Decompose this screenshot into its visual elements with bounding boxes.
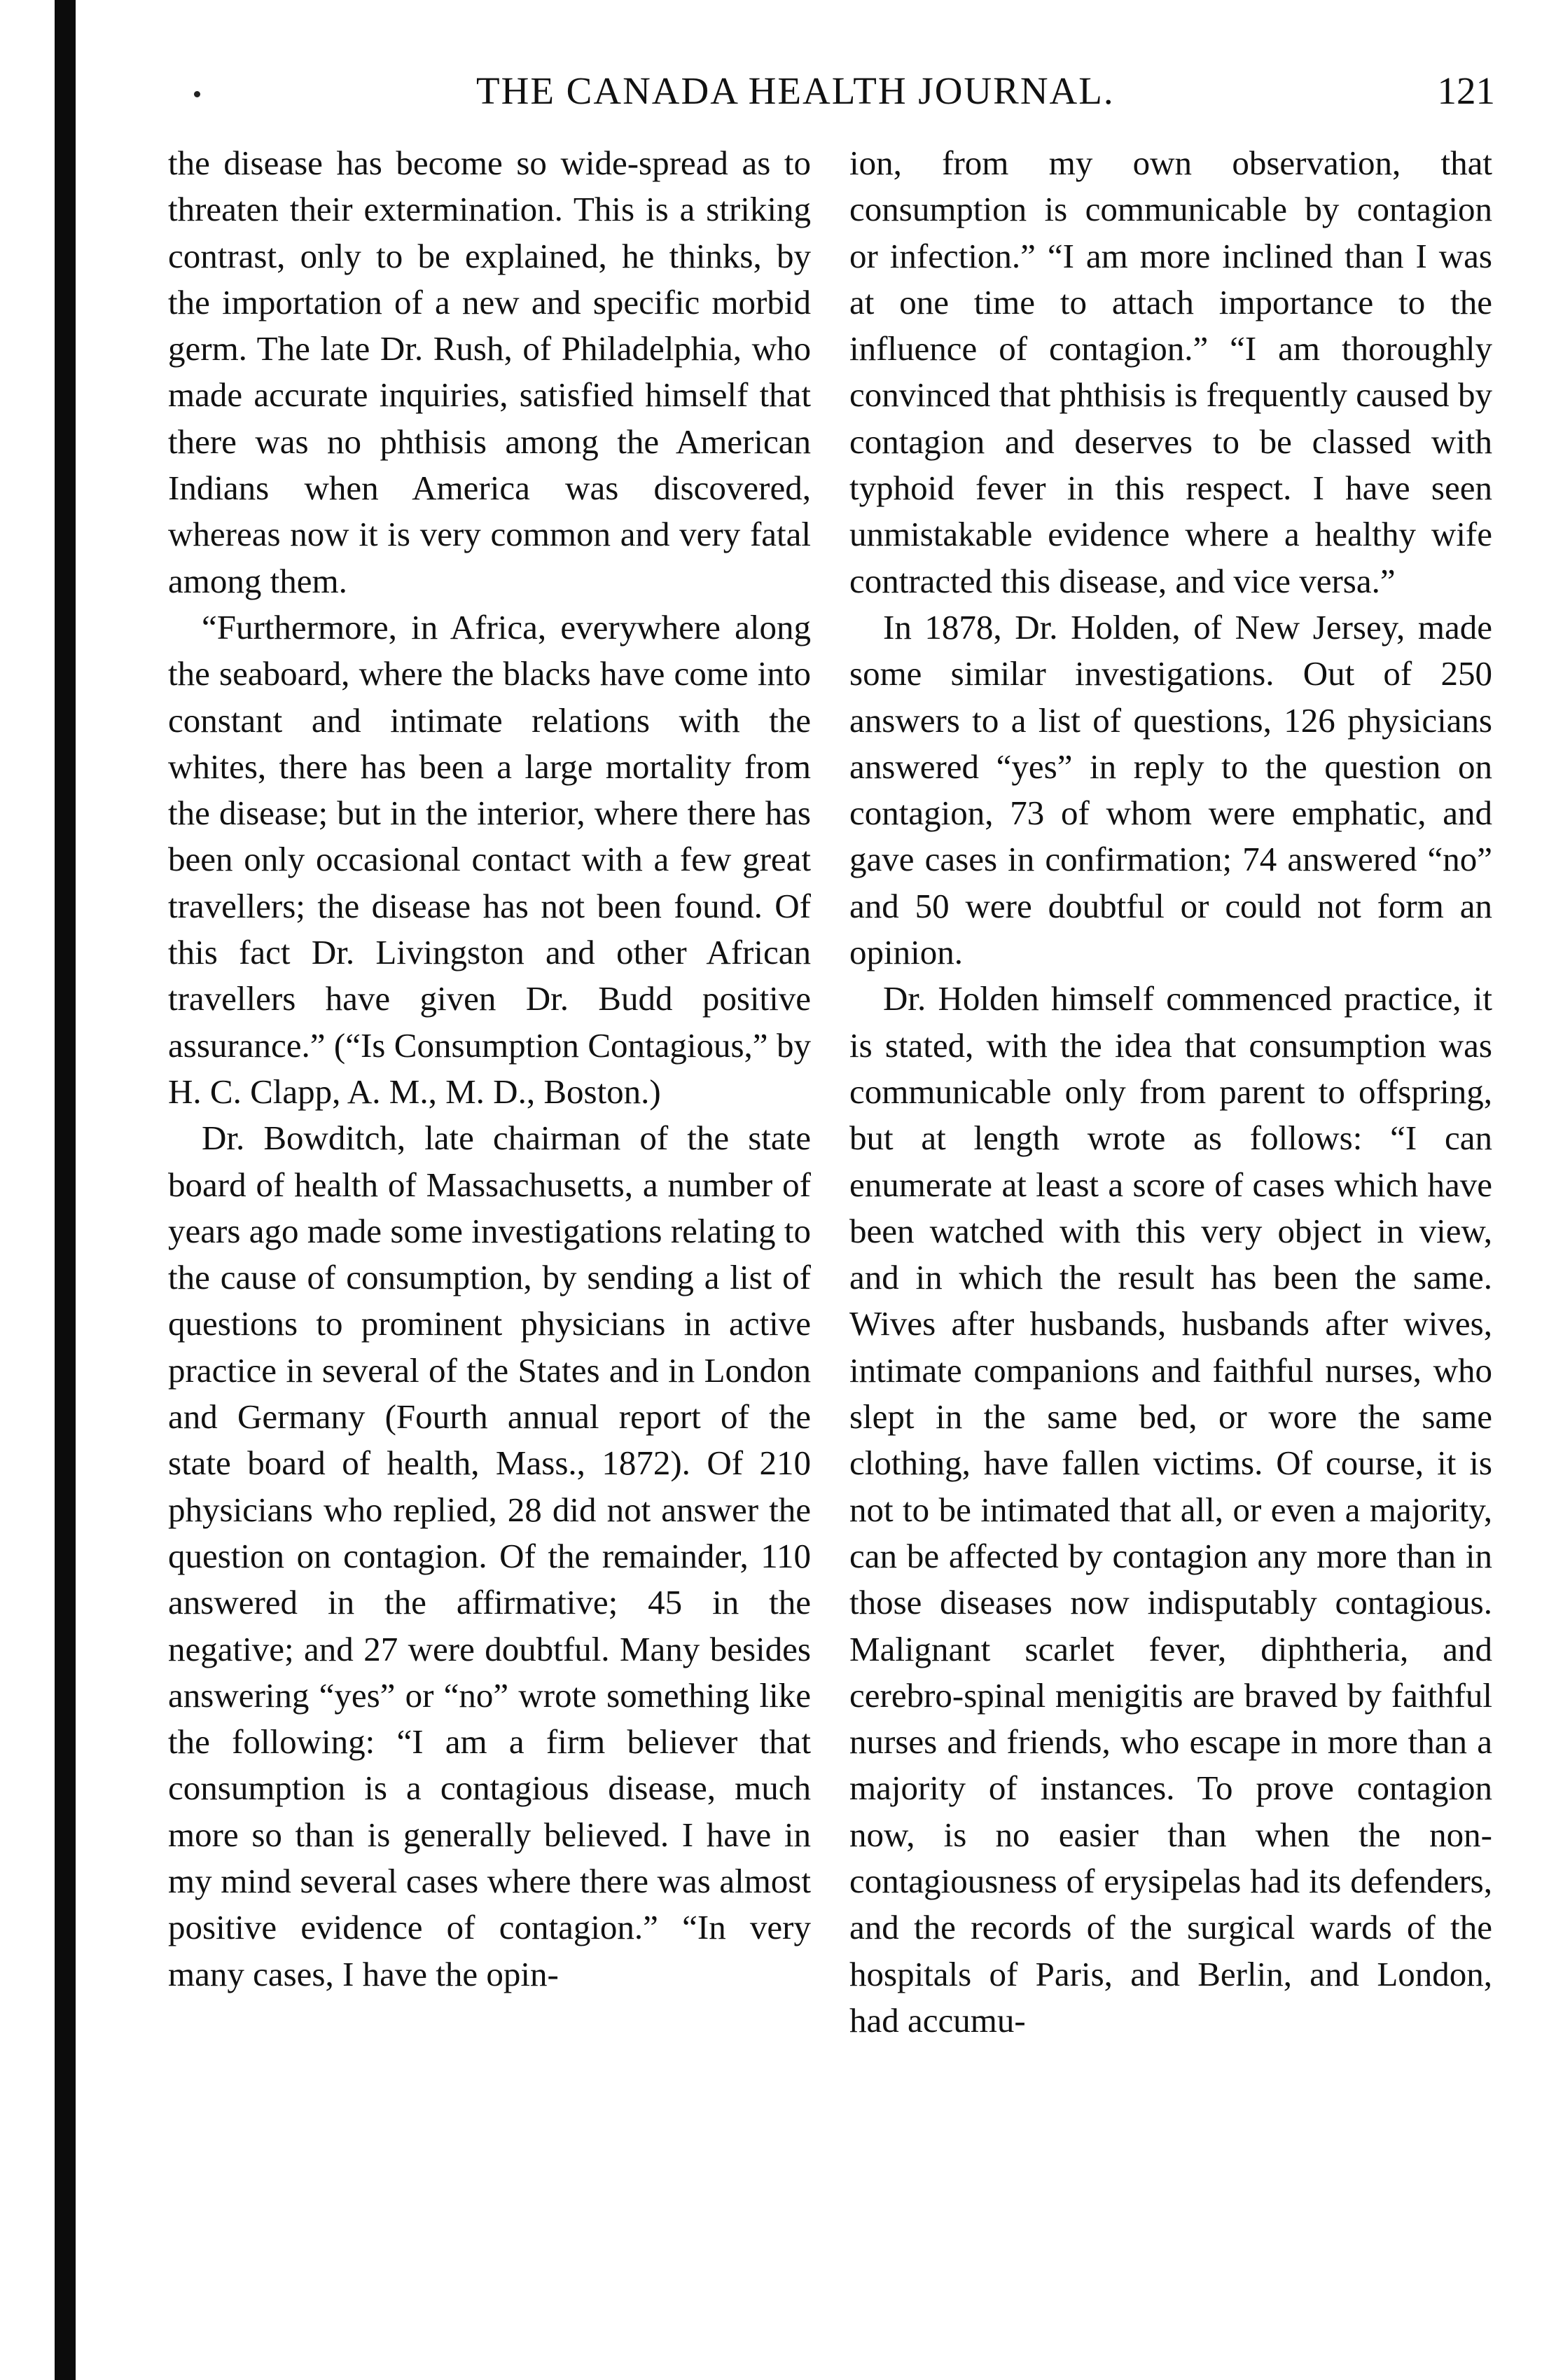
page-header xyxy=(165,64,1495,120)
page-number: 121 xyxy=(1437,69,1495,112)
paragraph: ion, from my own observation, that consumption is communicable by contagion or infection.” “I am more inclined than I was at one time to attach importance to the influence of contagion.” “I am thoroughly convinced that phthisis is frequently caused by contagion and deserves to be classed with typhoid fever in this respect. I have seen unmistakable evidence where a healthy wife contracted this disease, and vice versa.” xyxy=(849,144,1492,600)
paragraph: the disease has become so wide-spread as to threaten their extermination. This is a striking contrast, only to be explained, he thinks, by the importation of a new and specific morbid germ. The late Dr. Rush, of Philadelphia, who made accurate inquiries, satisfied himself that there was no phthisis among the American Indians when America was discovered, whereas now it is very common and very fatal among them. xyxy=(168,144,811,600)
paragraph: Dr. Holden himself commenced practice, it is stated, with the idea that consumption was communicable only from parent to offspring, but at length wrote as follows: “I can enumerate at least a score of cases which have been watched with this very object in view, and in which the result has been the same. Wives after husbands, husbands after wives, intimate companions and faithful nurses, who slept in the same bed, or wore the same clothing, have fallen victims. Of course, it is not to be intimated that all, or even a majority, can be affected by contagion any more than in those diseases now indisputably contagious. Malignant scarlet fever, diphtheria, and cerebro-spinal menigitis are braved by faithful nurses and friends, who escape in more than a majority of instances. To prove contagion now, is no easier than when the non-contagiousness of erysipelas had its defenders, and the records of the surgical wards of the hospitals of Paris, and Berlin, and London, had accumu- xyxy=(849,979,1492,2040)
page-binding-edge xyxy=(55,0,76,2380)
journal-title: THE CANADA HEALTH JOURNAL. xyxy=(476,69,1115,112)
paragraph: Dr. Bowditch, late chairman of the state board of health of Massachusetts, a number of years ago made some investigations relating to the cause of consumption, by sending a list of questions to prominent physicians in active practice in several of the States and in London and Germany (Fourth annual report of the state board of health, Mass., 1872). Of 210 physicians who replied, 28 did not answer the question on contagion. Of the remainder, 110 answered in the affirmative; 45 in the negative; and 27 were doubtful. Many besides answering “yes” or “no” wrote something like the following: “I am a firm believer that consumption is a contagious disease, much more so than is generally believed. I have in my mind several cases where there was almost positive evidence of contagion.” “In very many cases, I have the opin- xyxy=(168,1119,811,1993)
paragraph: In 1878, Dr. Holden, of New Jersey, made some similar investigations. Out of 250 answers to a list of questions, 126 physicians answered “yes” in reply to the question on contagion, 73 of whom were emphatic, and gave cases in confirmation; 74 answered “no” and 50 were doubtful or could not form an opinion. xyxy=(849,607,1492,972)
right-column xyxy=(849,140,1492,2044)
paragraph: “Furthermore, in Africa, everywhere along the seaboard, where the blacks have come into constant and intimate relations with the whites, there has been a large mortality from the disease; but in the interior, where there has been only occasional contact with a few great travellers; the disease has not been found. Of this fact Dr. Livingston and other African travellers have given Dr. Budd positive assurance.” (“Is Consumption Contagious,” by H. C. Clapp, A. M., M. D., Boston.) xyxy=(168,607,811,1111)
header-ornament-dot xyxy=(194,91,200,97)
left-column xyxy=(168,140,811,1998)
